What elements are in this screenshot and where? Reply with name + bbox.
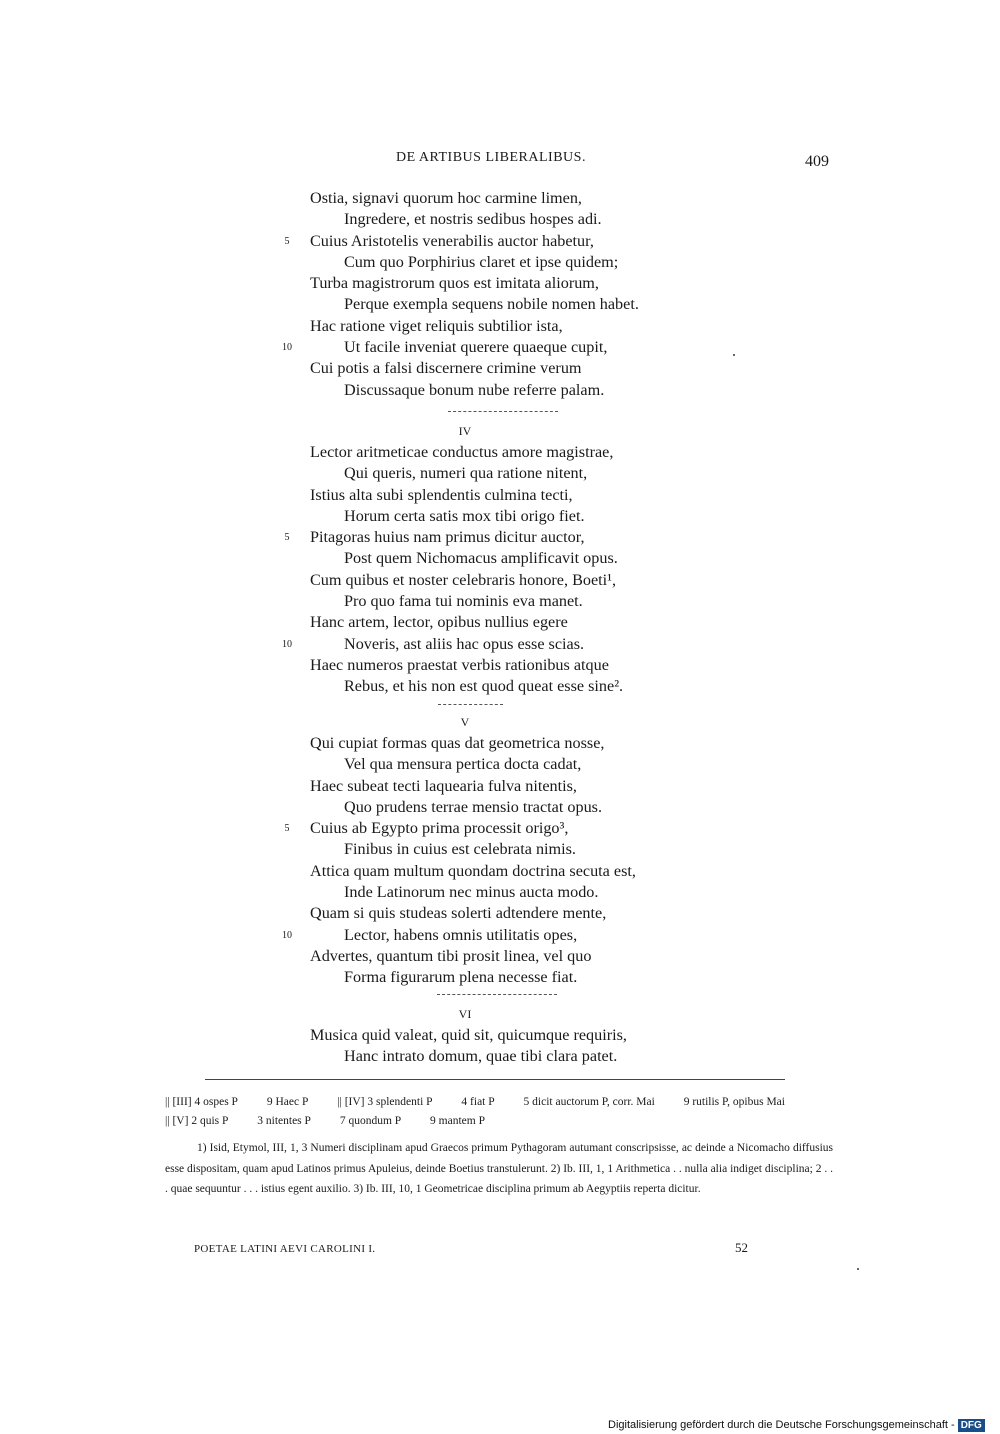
verse-line: [310, 273, 780, 294]
verse-line: [310, 733, 780, 754]
verse-line: [310, 946, 780, 967]
collection-title: POETAE LATINI AEVI CAROLINI I.: [194, 1243, 376, 1255]
apparatus-rule: [205, 1079, 785, 1080]
verse-text: Istius alta subi splendentis culmina tecti,: [310, 485, 573, 504]
verse-line: [310, 548, 780, 569]
verse-text: Discussaque bonum nube referre palam.: [344, 380, 605, 399]
verse-text: Qui queris, numeri qua ratione nitent,: [344, 464, 588, 483]
verse-text: Ut facile inveniat querere quaeque cupit,: [344, 338, 608, 357]
verse-line: [310, 442, 780, 463]
critical-apparatus: [165, 1093, 835, 1131]
section-title: VI: [458, 1007, 472, 1021]
verse-text: Lector aritmeticae conductus amore magistrae,: [310, 443, 614, 461]
verse-text: Noveris, ast aliis hac opus esse scias.: [344, 634, 585, 653]
verse-line: [310, 209, 780, 230]
apparatus-entry: 3 nitentes P: [257, 1115, 311, 1127]
verse-text: Turba magistrorum quos est imitata aliorum,: [310, 274, 599, 293]
verse-text: Horum certa satis mox tibi origo fiet.: [344, 506, 585, 525]
verse-line: [310, 839, 780, 860]
verse-text: Attica quam multum quondam doctrina secuta est,: [310, 861, 636, 880]
line-number: 10: [282, 929, 292, 941]
verse-line: [310, 676, 780, 697]
verse-line: [284, 527, 780, 548]
verse-text: Musica quid valeat, quid sit, quicumque requiris,: [310, 1026, 627, 1044]
verse-line: [310, 1025, 780, 1046]
verse-line: [282, 337, 780, 358]
verse-text: Forma figurarum plena necesse fiat.: [344, 968, 578, 987]
dfg-logo: DFG: [958, 1419, 985, 1432]
funding-credit: [608, 1419, 985, 1432]
verse-text: Post quem Nichomacus amplificavit opus.: [344, 549, 618, 568]
section-divider: [437, 994, 557, 995]
footnote-paragraph: 1) Isid, Etymol, III, 1, 3 Numeri disciplinam apud Graecos primum Pythagoram autumant conscripsisse, ac deinde a Nicomacho diffusius esse dispositam, quam apud Latinos primus Apuleius, deinde Boetius transtulerunt. 2) Ib. III, 1, 1 Arithmetica . . nulla alia indiget disciplina; 2 . . . quae sequuntur . . . istius egent auxilio. 3) Ib. III, 10, 1 Geometricae disciplina primum ab Aegyptiis reperta dicitur.: [165, 1142, 833, 1195]
line-number: 10: [282, 342, 292, 354]
verse-text: Cum quibus et noster celebraris honore, Boeti¹,: [310, 570, 617, 589]
verse-text: Cui potis a falsi discernere crimine verum: [310, 359, 582, 378]
verse-line: [310, 903, 780, 924]
poem-iv: [282, 421, 780, 698]
verse-text: Cuius Aristotelis venerabilis auctor habetur,: [310, 231, 594, 250]
verse-line: [310, 776, 780, 797]
verse-line: [282, 925, 780, 946]
line-number: 5: [284, 235, 290, 247]
poem-iii: [282, 188, 780, 401]
verse-line: [310, 463, 780, 484]
verse-text: Pro quo fama tui nominis eva manet.: [344, 592, 583, 611]
line-number: 10: [282, 638, 292, 650]
verse-line: [310, 754, 780, 775]
apparatus-entry: 9 mantem P: [430, 1115, 485, 1127]
verse-line: [284, 231, 780, 252]
running-head: DE ARTIBUS LIBERALIBUS.: [396, 150, 586, 165]
verse-text: Quam si quis studeas solerti adtendere mente,: [310, 904, 607, 923]
verse-line: [310, 967, 780, 988]
credit-text: Digitalisierung gefördert durch die Deutsche Forschungsgemeinschaft -: [608, 1419, 955, 1431]
verse-text: Perque exempla sequens nobile nomen habet.: [344, 295, 639, 314]
verse-line: [284, 818, 780, 839]
verse-text: Pitagoras huius nam primus dicitur auctor,: [310, 528, 585, 547]
verse-line: [310, 1046, 780, 1067]
signature-mark: 52: [735, 1240, 748, 1255]
verse-text: Ingredere, et nostris sedibus hospes adi.: [344, 210, 602, 229]
footnotes: [165, 1138, 833, 1200]
verse-line: [310, 485, 780, 506]
poem-vi: [310, 1004, 780, 1068]
apparatus-entry: 9 rutilis P, opibus Mai: [683, 1096, 785, 1108]
verse-line: [310, 797, 780, 818]
verse-line: [310, 358, 780, 379]
section-divider: [448, 411, 558, 412]
verse-line: [282, 634, 780, 655]
section-divider: [438, 704, 503, 705]
verse-line: [310, 570, 780, 591]
apparatus-entry: || [IV] 3 splendenti P: [337, 1096, 433, 1108]
apparatus-entry: || [III] 4 ospes P: [165, 1096, 238, 1108]
verse-line: [310, 861, 780, 882]
verse-text: Qui cupiat formas quas dat geometrica nosse,: [310, 734, 605, 752]
apparatus-entry: 5 dicit auctorum P, corr. Mai: [523, 1096, 655, 1108]
section-title: V: [460, 715, 470, 729]
page-number: 409: [805, 153, 829, 170]
verse-line: [310, 380, 780, 401]
verse-line: [310, 294, 780, 315]
verse-text: Cum quo Porphirius claret et ipse quidem;: [344, 252, 619, 271]
verse-text: Hac ratione viget reliquis subtilior ista,: [310, 316, 563, 335]
section-title: IV: [458, 424, 472, 438]
verse-text: Hanc intrato domum, quae tibi clara patet.: [344, 1047, 618, 1066]
verse-text: Advertes, quantum tibi prosit linea, vel quo: [310, 946, 592, 965]
speck: [857, 1268, 859, 1270]
verse-line: [310, 612, 780, 633]
verse-line: [310, 252, 780, 273]
apparatus-entry: || [V] 2 quis P: [165, 1115, 229, 1127]
line-number: 5: [284, 532, 290, 544]
verse-text: Ostia, signavi quorum hoc carmine limen,: [310, 189, 582, 207]
verse-text: Inde Latinorum nec minus aucta modo.: [344, 883, 599, 902]
verse-text: Lector, habens omnis utilitatis opes,: [344, 925, 578, 944]
verse-text: Quo prudens terrae mensio tractat opus.: [344, 797, 603, 816]
verse-line: [310, 882, 780, 903]
poem-v: [282, 712, 780, 989]
verse-text: Haec subeat tecti laquearia fulva nitentis,: [310, 776, 577, 795]
apparatus-entry: 9 Haec P: [266, 1096, 309, 1108]
verse-line: [310, 655, 780, 676]
line-number: 5: [284, 823, 290, 835]
verse-text: Hanc artem, lector, opibus nullius egere: [310, 613, 568, 632]
verse-line: [310, 316, 780, 337]
verse-text: Rebus, et his non est quod queat esse sine².: [344, 677, 624, 696]
speck: [733, 354, 735, 356]
verse-text: Haec numeros praestat verbis rationibus atque: [310, 655, 609, 674]
verse-text: Cuius ab Egypto prima processit origo³,: [310, 819, 569, 838]
verse-line: [310, 188, 780, 209]
verse-text: Finibus in cuius est celebrata nimis.: [344, 840, 576, 859]
verse-line: [310, 506, 780, 527]
verse-text: Vel qua mensura pertica docta cadat,: [344, 755, 582, 774]
verse-line: [310, 591, 780, 612]
apparatus-entry: 4 fiat P: [461, 1096, 495, 1108]
apparatus-entry: 7 quondum P: [339, 1115, 402, 1127]
